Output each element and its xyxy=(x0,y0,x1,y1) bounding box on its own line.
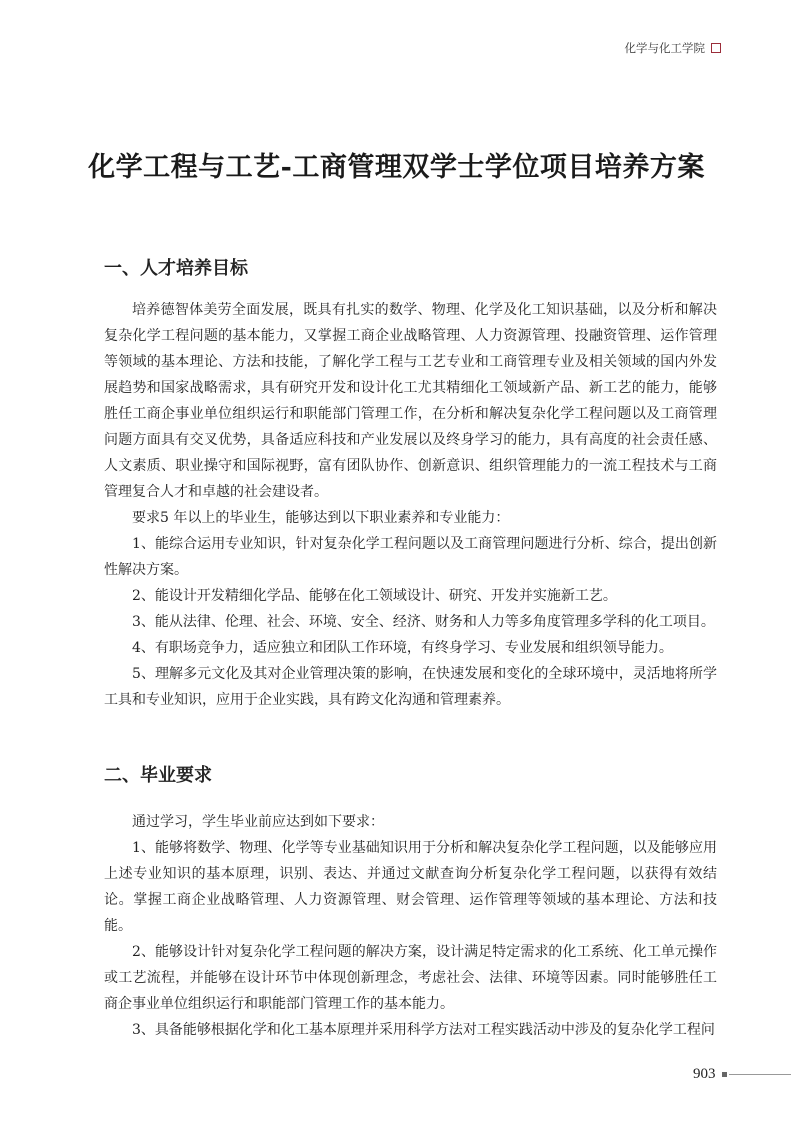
paragraph: 要求5 年以上的毕业生，能够达到以下职业素养和专业能力： xyxy=(132,510,510,526)
section-body-1 xyxy=(104,297,717,713)
page-number: 903 xyxy=(693,1066,716,1082)
paragraph: 1、能够将数学、物理、化学等专业基础知识用于分析和解决复杂化学工程问题，以及能够应用上述专业知识的基本原理，识别、表达、并通过文献查询分析复杂化学工程问题，以获得有效结论。掌握工商企业战略管理、人力资源管理、财会管理、运作管理等领域的基本理论、方法和技能。 xyxy=(104,840,717,934)
paragraph: 1、能综合运用专业知识，针对复杂化学工程问题以及工商管理问题进行分析、综合，提出创新性解决方案。 xyxy=(104,536,717,578)
square-marker-icon xyxy=(711,43,721,53)
paragraph: 5、理解多元文化及其对企业管理决策的影响，在快速发展和变化的全球环境中，灵活地将所学工具和专业知识，应用于企业实践，具有跨文化沟通和管理素养。 xyxy=(104,666,717,708)
paragraph: 2、能够设计针对复杂化学工程问题的解决方案，设计满足特定需求的化工系统、化工单元操作或工艺流程，并能够在设计环节中体现创新理念，考虑社会、法律、环境等因素。同时能够胜任工商企事业单位组织运行和职能部门管理工作的基本能力。 xyxy=(104,944,717,1012)
running-header xyxy=(625,40,722,56)
footer-rule xyxy=(729,1074,791,1076)
paragraph: 2、能设计开发精细化学品、能够在化工领域设计、研究、开发并实施新工艺。 xyxy=(132,588,617,604)
square-bullet-icon xyxy=(722,1072,727,1077)
section-heading-2: 二、毕业要求 xyxy=(104,765,212,786)
section-heading-1: 一、人才培养目标 xyxy=(104,258,248,279)
page-footer xyxy=(693,1066,791,1083)
section-body-2 xyxy=(104,809,717,1043)
paragraph: 通过学习，学生毕业前应达到如下要求： xyxy=(132,814,384,830)
running-title: 化学与化工学院 xyxy=(624,41,705,55)
paragraph: 3、能从法律、伦理、社会、环境、安全、经济、财务和人力等多角度管理多学科的化工项目。 xyxy=(132,614,715,630)
paragraph: 培养德智体美劳全面发展，既具有扎实的数学、物理、化学及化工知识基础，以及分析和解决复杂化学工程问题的基本能力，又掌握工商企业战略管理、人力资源管理、投融资管理、运作管理等领域的基本理论、方法和技能，了解化学工程与工艺专业和工商管理专业及相关领域的国内外发展趋势和国家战略需求，具有研究开发和设计化工尤其精细化工领域新产品、新工艺的能力，能够胜任工商企事业单位组织运行和职能部门管理工作，在分析和解决复杂化学工程问题以及工商管理问题方面具有交叉优势，具备适应科技和产业发展以及终身学习的能力，具有高度的社会责任感、人文素质、职业操守和国际视野，富有团队协作、创新意识、组织管理能力的一流工程技术与工商管理复合人才和卓越的社会建设者。 xyxy=(104,302,717,500)
document-title: 化学工程与工艺-工商管理双学士学位项目培养方案 xyxy=(88,152,705,183)
paragraph: 3、具备能够根据化学和化工基本原理并采用科学方法对工程实践活动中涉及的复杂化学工程问 xyxy=(132,1022,715,1038)
paragraph: 4、有职场竞争力，适应独立和团队工作环境，有终身学习、专业发展和组织领导能力。 xyxy=(132,640,673,656)
